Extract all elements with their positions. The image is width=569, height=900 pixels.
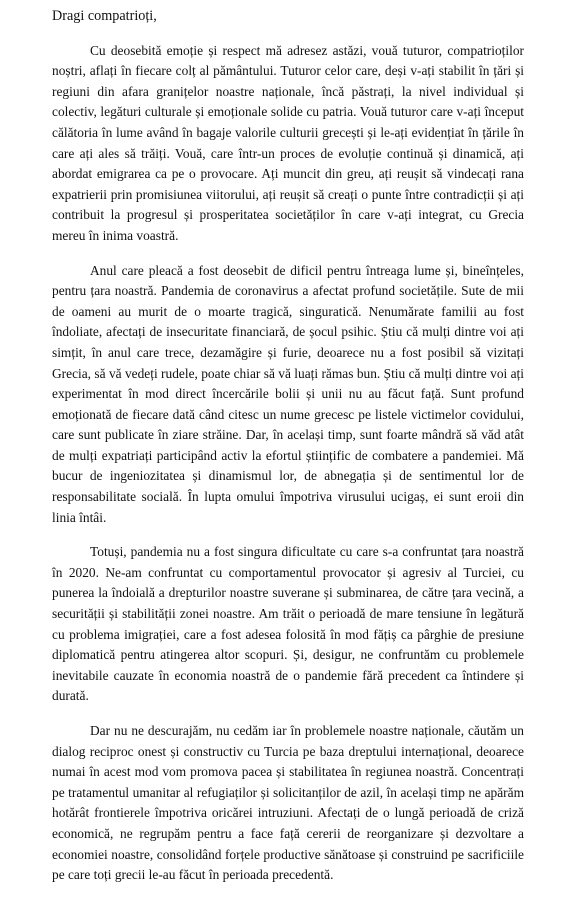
letter-page bbox=[52, 6, 524, 900]
letter-paragraph-2: Anul care pleacă a fost deosebit de dificil pentru întreaga lume și, bineînțeles, pentru țara noastră. Pandemia de coronavirus a afectat profund societățile. Sute de mii de oameni au murit de o moarte tragică, singuratică. Nenumărate familii au fost îndoliate, afectați de insecuritate financiară, de șocul psihic. Știu că mulți dintre voi ați simțit, în anul care trece, dezamăgire și furie, deoarece nu a fost posibil să vizitați Grecia, să vă vedeți rudele, poate chiar să vă luați rămas bun. Știu că mulți dintre voi ați experimentat în mod direct încercările bolii și unii nu au făcut față. Sunt profund emoționată de fiecare dată când citesc un nume grecesc pe listele victimelor covidului, care sunt publicate în ziare străine. Dar, în același timp, sunt foarte mândră să văd atât de mulți expatriați participând activ la efortul științific de combatere a pandemiei. Mă bucur de ingeniozitatea și dinamismul lor, de abnegația și de sentimentul lor de responsabilitate socială. În lupta omului împotriva virusului ucigaș, ei sunt eroii din linia întâi. bbox=[52, 262, 524, 525]
letter-paragraph-4: Dar nu ne descurajăm, nu cedăm iar în problemele noastre naționale, căutăm un dialog reciproc onest și constructiv cu Turcia pe baza dreptului internațional, deoarece numai în acest mod vom promova pacea și stabilitatea în regiunea noastră. Concentrați pe tratamentul umanitar al refugiaților și solicitanților de azil, în același timp ne apărăm hotărât frontierele împotriva oricărei intruziuni. Afectați de o lungă perioadă de criză economică, ne regrupăm pentru a face față cererii de reorganizare și dezvoltare a economiei noastre, consolidând forțele productive sănătoase și construind pe sacrificiile pe care toți grecii le-au făcut în perioada precedentă. bbox=[52, 723, 524, 883]
letter-paragraph-1: Cu deosebită emoție și respect mă adresez astăzi, vouă tuturor, compatrioților noștri, aflați în fiecare colț al pământului. Tuturor celor care, deși v-ați stabilit în țări și regiuni din afara granițelor noastre naționale, încă păstrați, la nivel individual și colectiv, legături culturale și emoționale solide cu patria. Vouă tuturor care v-ați început călătoria în lume având în bagaje valorile culturii grecești și le-ați evidențiat în țările în care ați ales să trăiți. Vouă, care într-un proces de evoluție continuă și dinamică, ați abordat emigrarea ca pe o provocare. Ați muncit din greu, ați reușit să vindecați rana expatrierii prin promisiunea viitorului, ați reușit să creați o punte între contradicții și ați contribuit la progresul și prosperitatea societăților în care v-ați integrat, cu Grecia mereu în inima voastră. bbox=[52, 42, 524, 243]
letter-greeting: Dragi compatrioți, bbox=[52, 8, 157, 24]
letter-paragraph-3: Totuși, pandemia nu a fost singura dificultate cu care s-a confruntat țara noastră în 2020. Ne-am confruntat cu comportamentul provocator și agresiv al Turciei, cu punerea la îndoială a drepturilor noastre suverane și subminarea, de către țara vecină, a securității și stabilității zonei noastre. Am trăit o perioadă de mare tensiune în legătură cu problema imigrației, care a fost adesea folosită în mod fățiș ca pârghie de presiune diplomatică pentru atingerea altor scopuri. Și, desigur, ne confruntăm cu problemele inevitabile cauzate în economia noastră de o pandemie fără precedent ca întindere și durată. bbox=[52, 544, 524, 704]
